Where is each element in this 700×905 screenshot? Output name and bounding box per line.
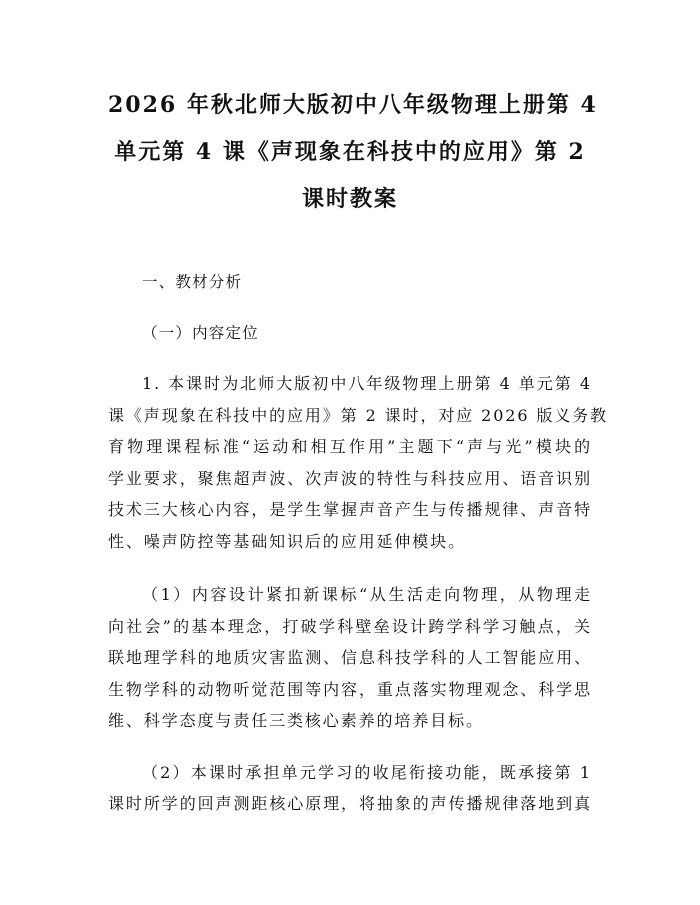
- paragraph-line: 学业要求，聚焦超声波、次声波的特性与科技应用、语音识别: [108, 468, 592, 488]
- paragraph-line: （1）内容设计紧扣新课标“从生活走向物理，从物理走: [142, 585, 592, 604]
- title-line: 2026 年秋北师大版初中八年级物理上册第 4: [108, 92, 598, 118]
- paragraph-line: 性、噪声防控等基础知识后的应用延伸模块。: [108, 531, 467, 551]
- paragraph-line: （2）本课时承担单元学习的收尾衔接功能，既承接第 1: [142, 762, 592, 782]
- paragraph-content-positioning: [108, 368, 609, 557]
- subsection-heading: （一）内容定位: [142, 324, 259, 342]
- paragraph-line: 联地理学科的地质灾害监测、信息科技学科的人工智能应用、: [108, 648, 592, 667]
- paragraph-design-concept: [108, 579, 592, 737]
- paragraph-line: 向社会”的基本理念，打破学科壁垒设计跨学科学习触点，关: [108, 616, 592, 636]
- paragraph-line: 维、科学态度与责任三类核心素养的培养目标。: [108, 711, 484, 730]
- document-title: [108, 82, 598, 223]
- section-heading: 一、教材分析: [142, 273, 243, 291]
- paragraph-line: 1. 本课时为北师大版初中八年级物理上册第 4 单元第 4: [142, 374, 592, 393]
- paragraph-line: 生物学科的动物听觉范围等内容，重点落实物理观念、科学思: [108, 679, 592, 699]
- title-line: 课时教案: [301, 186, 398, 212]
- paragraph-line: 育物理课程标准“运动和相互作用”主题下“声与光”模块的: [108, 437, 592, 456]
- paragraph-unit-function: [108, 757, 592, 820]
- title-line: 单元第 4 课《声现象在科技中的应用》第 2: [114, 139, 586, 165]
- paragraph-line: 课时所学的回声测距核心原理，将抽象的声传播规律落地到真: [108, 794, 592, 813]
- paragraph-line: 课《声现象在科技中的应用》第 2 课时，对应 2026 版义务教: [108, 405, 609, 425]
- paragraph-line: 技术三大核心内容，是学生掌握声音产生与传播规律、声音特: [108, 500, 592, 519]
